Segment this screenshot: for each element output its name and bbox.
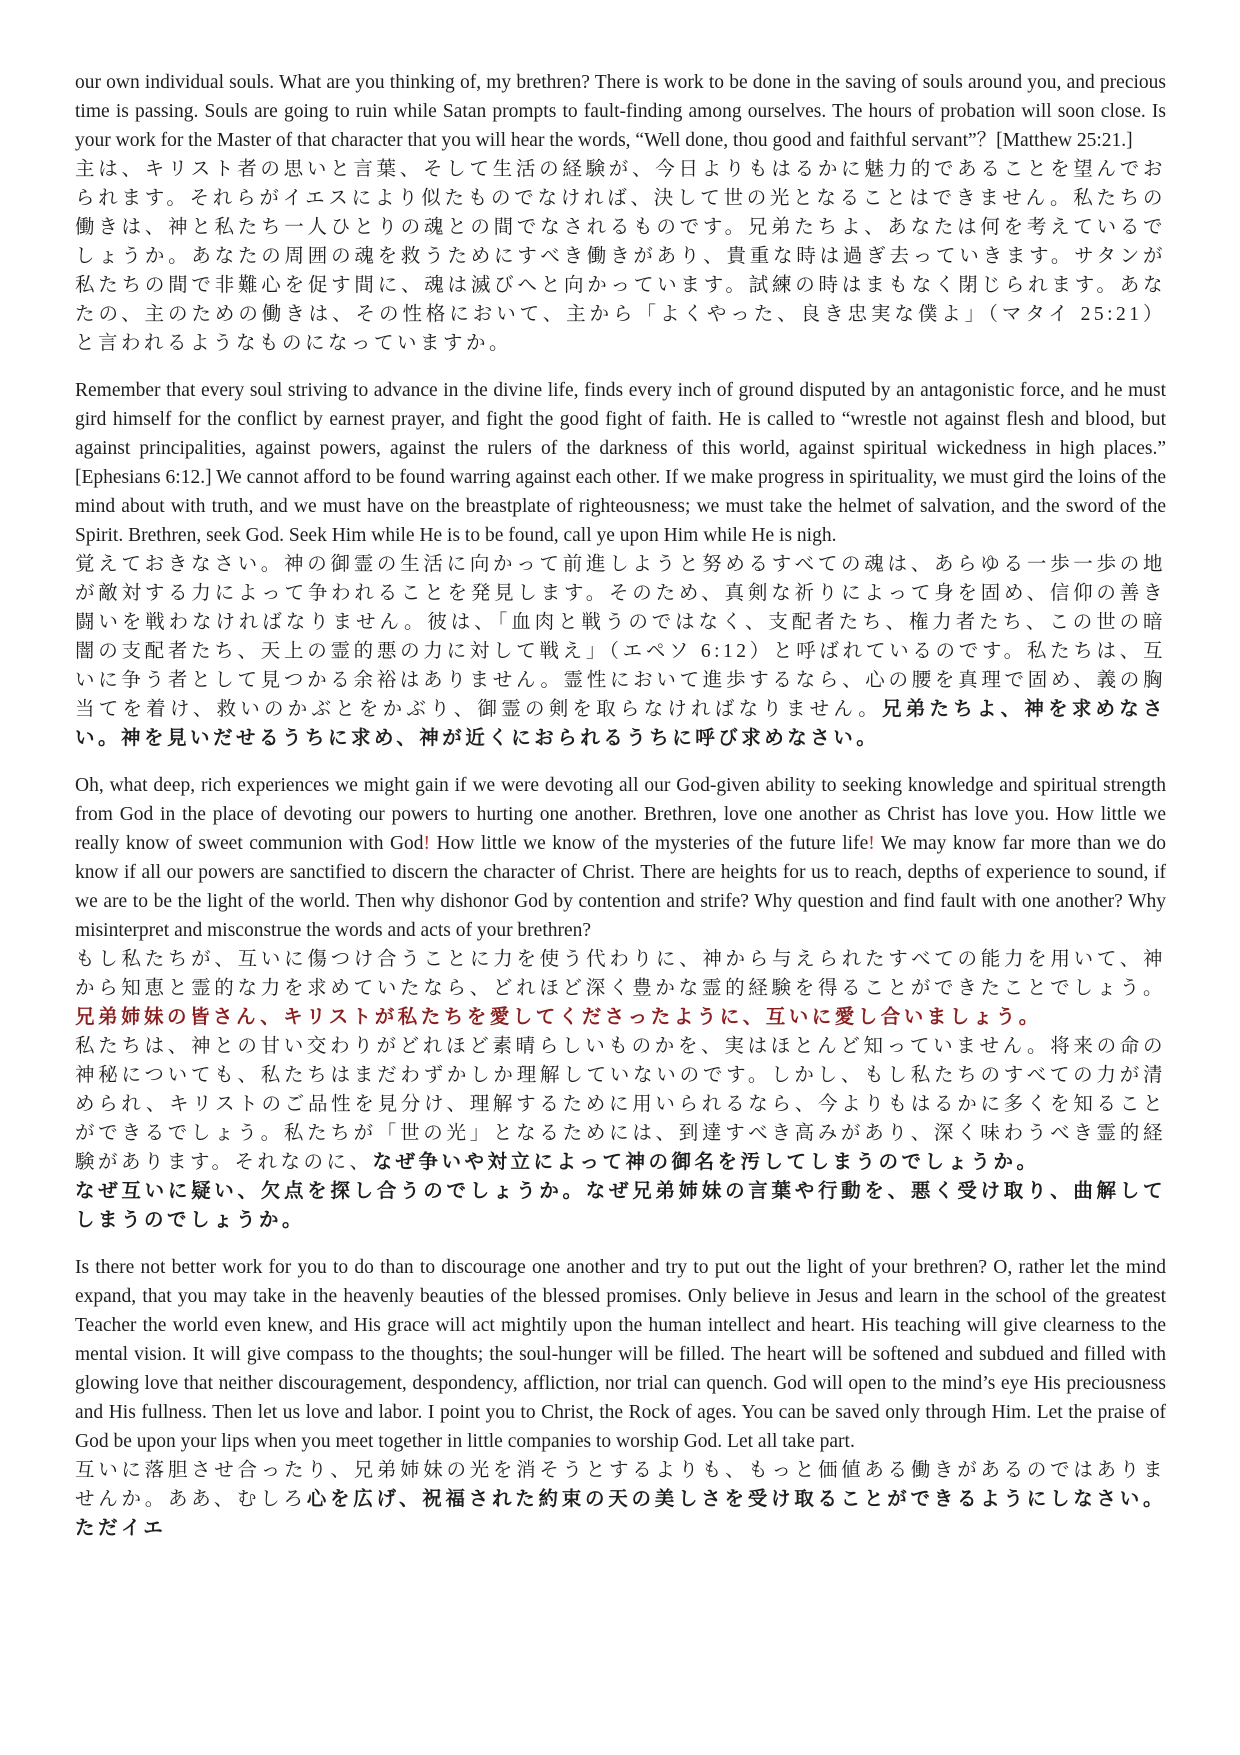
text-run-jp-bold: 兄弟たちよ、神を求めなさい。神を見いだせるうちに求め、神が近くにおられるうちに呼び求めなさい。: [75, 699, 1166, 749]
text-run-en: We may know far more than we do know if all our powers are sanctified to discern the character of Christ. There are heights for us to reach, depths of experience to sound, if we are to be the light of the world. Then why dishonor God by contention and strife? Why question and find fault with one another? Why misinterpret and misconstrue the words and acts of your brethren?: [75, 833, 1167, 941]
text-run-en: Remember that every soul striving to advance in the divine life, finds every inch of ground disputed by an antagonistic force, and he must gird himself for the conflict by earnest prayer, and fight the good fight of faith. He is called to “wrestle not against flesh and blood, but against principalities, against powers, against the rulers of the darkness of this world, against spiritual wickedness in high places.” [Ephesians 6:12.] We cannot afford to be found warring against each other. If we make progress in spirituality, we must gird the loins of the mind about with truth, and we must have on the breastplate of righteousness; we must take the helmet of salvation, and the sword of the Spirit. Brethren, seek God. Seek Him while He is to be found, call ye upon Him while He is nigh.: [75, 380, 1166, 546]
text-run-jp-bold-red: 兄弟姉妹の皆さん、キリストが私たちを愛してくださったように、互いに愛し合いましょう。: [75, 1007, 1042, 1028]
text-run-jp: 互いに落胆させ合ったり、兄弟姉妹の光を消そうとするよりも、もっと価値ある働きがあるのではありませんか。ああ、むしろ: [75, 1460, 1166, 1510]
text-run-en: Is there not better work for you to do than to discourage one another and try to put out the light of your brethren? O, rather let the mind expand, that you may take in the heavenly beauties of the blessed promises. Only believe in Jesus and learn in the school of the greatest Teacher the world even knew, and His grace will act mightily upon the human intellect and heart. His teaching will give clearness to the mental vision. It will give compass to the thoughts; the soul-hunger will be filled. The heart will be softened and subdued and filled with glowing love that neither discouragement, despondency, affliction, nor trial can quench. God will open to the mind’s eye His preciousness and His fullness. Then let us love and labor. I point you to Christ, the Rock of ages. You can be saved only through Him. Let the praise of God be upon your lips when you meet together in little companies to worship God. Let all take part.: [75, 1257, 1166, 1452]
text-run-jp-bold: なぜ互いに疑い、欠点を探し合うのでしょうか。なぜ兄弟姉妹の言葉や行動を、悪く受け取り、曲解してしまうのでしょうか。: [75, 1181, 1166, 1231]
text-run-en: How little we know of the mysteries of the future life: [430, 833, 869, 854]
text-run-en: Oh, what deep, rich experiences we might gain if we were devoting all our God-given ability to seeking knowledge and spiritual strength from God in the place of devoting our powers to hurting one another. Brethren, love one another as Christ has love you. How little we really know of sweet communion with God: [75, 775, 1166, 854]
text-run-jp-bold: なぜ争いや対立によって神の御名を汚してしまうのでしょうか。: [372, 1152, 1040, 1173]
text-run-en-red: !: [868, 833, 875, 854]
text-run-jp: 私たちは、神との甘い交わりがどれほど素晴らしいものかを、実はほとんど知っていません。将来の命の神秘についても、私たちはまだわずかしか理解していないのです。しかし、もし私たちのすべての力が清められ、キリストのご品性を見分け、理解するために用いられるなら、今よりもはるかに多くを知ることができるでしょう。私たちが「世の光」となるためには、到達すべき高みがあり、深く味わうべき霊的経験があります。それなのに、: [75, 1036, 1166, 1173]
paragraph-block-3: [75, 771, 1166, 1235]
paragraph-block-4: [75, 1253, 1166, 1543]
text-run-jp: 覚えておきなさい。神の御霊の生活に向かって前進しようと努めるすべての魂は、あらゆる一歩一歩の地が敵対する力によって争われることを発見します。そのため、真剣な祈りによって身を固め、信仰の善き闘いを戦わなければなりません。彼は、「血肉と戦うのではなく、支配者たち、権力者たち、この世の暗闇の支配者たち、天上の霊的悪の力に対して戦え」（エペソ 6:12）と呼ばれているのです。私たちは、互いに争う者として見つかる余裕はありません。霊性において進歩するなら、心の腰を真理で固め、義の胸当てを着け、救いのかぶとをかぶり、御霊の剣を取らなければなりません。: [75, 554, 1167, 720]
text-run-jp: もし私たちが、互いに傷つけ合うことに力を使う代わりに、神から与えられたすべての能力を用いて、神から知恵と霊的な力を求めていたなら、どれほど深く豊かな霊的経験を得ることができたことでしょう。: [75, 949, 1166, 999]
text-run-en-red: !: [423, 833, 431, 854]
text-run-en: our own individual souls. What are you thinking of, my brethren? There is work to be done in the saving of souls around you, and precious time is passing. Souls are going to ruin while Satan prompts to fault-finding among ourselves. The hours of probation will soon close. Is your work for the Master of that character that you will hear the words, “Well done, thou good and faithful servant”？[Matthew 25:21.]: [75, 72, 1166, 151]
text-run-jp: 主は、キリスト者の思いと言葉、そして生活の経験が、今日よりもはるかに魅力的であることを望んでおられます。それらがイエスにより似たものでなければ、決して世の光となることはできません。私たちの働きは、神と私たち一人ひとりの魂との間でなされるものです。兄弟たちよ、あなたは何を考えているでしょうか。あなたの周囲の魂を救うためにすべき働きがあり、貴重な時は過ぎ去っていきます。サタンが私たちの間で非難心を促す間に、魂は滅びへと向かっています。試練の時はまもなく閉じられます。あなたの、主のための働きは、その性格において、主から「よくやった、良き忠実な僕よ」（マタイ 25:21）と言われるようなものになっていますか。: [75, 159, 1166, 354]
text-run-jp-bold: 心を広げ、祝福された約束の天の美しさを受け取ることができるようにしなさい。ただイエ: [75, 1489, 1166, 1539]
paragraph-block-2: [75, 376, 1166, 753]
paragraph-block-1: [75, 68, 1166, 358]
